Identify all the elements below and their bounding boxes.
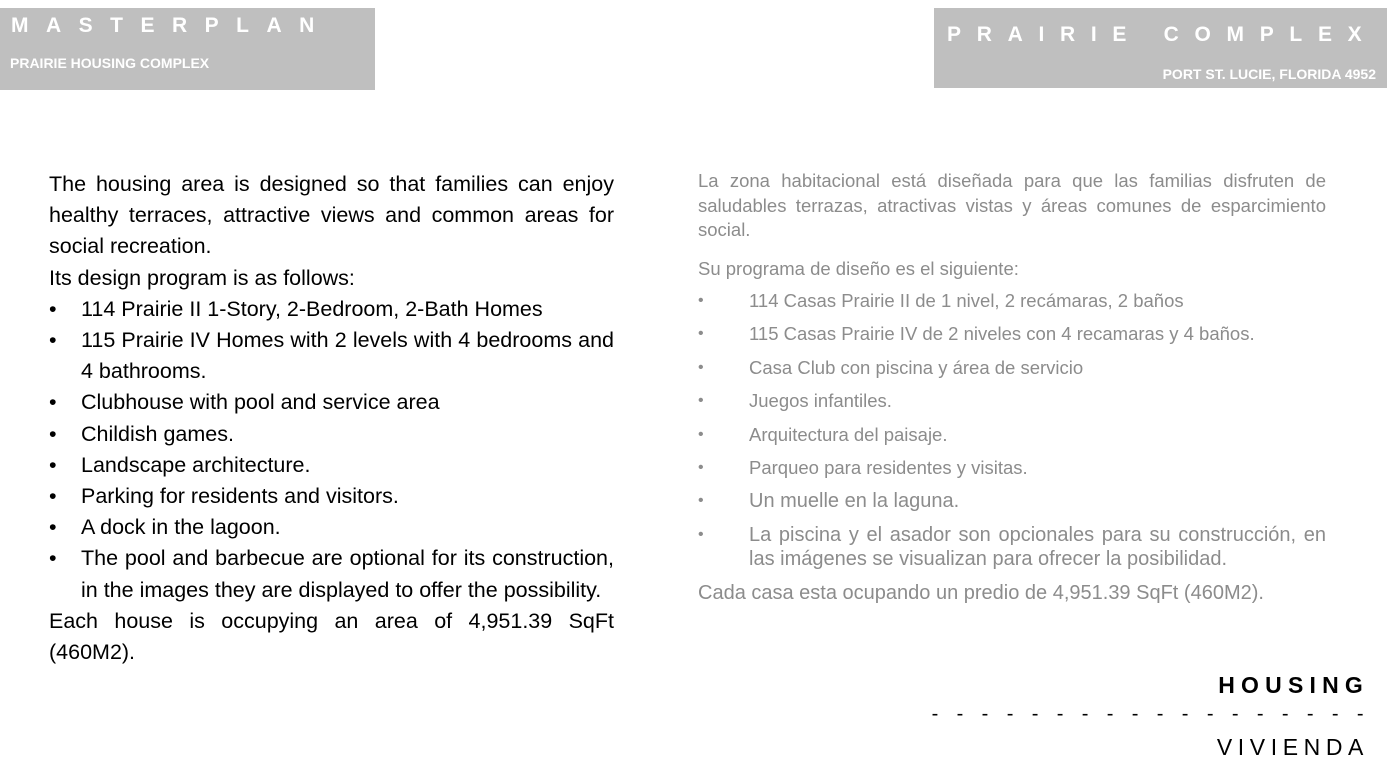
- bullet-icon: •: [698, 492, 704, 510]
- bullet-icon: •: [49, 296, 57, 321]
- list-item-text: 115 Casas Prairie IV de 2 niveles con 4 recamaras y 4 baños.: [749, 323, 1255, 345]
- complex-title: PRAIRIE COMPLEX: [947, 23, 1378, 46]
- bullet-icon: •: [49, 421, 57, 446]
- spanish-program-label: Su programa de diseño es el siguiente:: [698, 257, 1019, 279]
- list-item-text: 114 Prairie II 1-Story, 2-Bedroom, 2-Bath Homes: [81, 296, 543, 321]
- section-title-vivienda: VIVIENDA: [1216, 734, 1369, 760]
- list-item: [49, 387, 614, 418]
- complex-location: PORT ST. LUCIE, FLORIDA 4952: [1162, 66, 1376, 82]
- english-program-list: [49, 294, 614, 606]
- section-title-housing: HOUSING: [1218, 672, 1369, 698]
- bullet-icon: •: [698, 325, 704, 343]
- list-item-text: La piscina y el asador son opcionales para su construcción, en las imágenes se visualizan para ofrecer la posibilidad.: [749, 524, 1326, 571]
- list-item: [49, 481, 614, 512]
- masterplan-subtitle: PRAIRIE HOUSING COMPLEX: [10, 55, 210, 71]
- english-program-label: Its design program is as follows:: [49, 265, 355, 290]
- bullet-icon: •: [698, 292, 704, 309]
- list-item: [698, 289, 1326, 314]
- list-item-text: Clubhouse with pool and service area: [81, 390, 440, 415]
- bullet-icon: •: [49, 546, 57, 571]
- list-item: [49, 512, 614, 543]
- list-item-text: Casa Club con piscina y área de servicio: [749, 356, 1084, 378]
- list-item: [698, 456, 1326, 481]
- masterplan-header: [0, 8, 375, 90]
- list-item: [49, 325, 614, 387]
- english-closing: Each house is occupying an area of 4,951.39 SqFt (460M2).: [49, 608, 614, 665]
- english-description: [49, 169, 614, 668]
- complex-header: [934, 8, 1387, 88]
- bullet-icon: •: [698, 358, 704, 376]
- list-item: [698, 489, 1326, 513]
- spanish-description: [698, 169, 1326, 606]
- bullet-icon: •: [698, 392, 704, 410]
- spanish-intro: La zona habitacional está diseñada para que las familias disfruten de saludables terrazas, atractivas vistas y áreas comunes de esparcimiento social.: [698, 170, 1326, 240]
- list-item-text: Parking for residents and visitors.: [81, 484, 399, 509]
- list-item-text: A dock in the lagoon.: [81, 515, 281, 540]
- spanish-program-list: [698, 289, 1326, 571]
- list-item-text: The pool and barbecue are optional for its construction, in the images they are displayed to offer the possibility.: [81, 546, 614, 602]
- list-item-text: Arquitectura del paisaje.: [749, 423, 948, 445]
- section-divider: - - - - - - - - - - - - - - - - - -: [931, 703, 1370, 725]
- bullet-icon: •: [49, 515, 57, 540]
- list-item: [698, 523, 1326, 571]
- bullet-icon: •: [49, 484, 57, 509]
- list-item: [49, 543, 614, 605]
- list-item: [698, 389, 1326, 414]
- list-item-text: Juegos infantiles.: [749, 390, 892, 412]
- list-item-text: Un muelle en la laguna.: [749, 490, 960, 513]
- bullet-icon: •: [49, 452, 57, 477]
- spanish-closing: Cada casa esta ocupando un predio de 4,951.39 SqFt (460M2).: [698, 582, 1264, 605]
- list-item: [49, 419, 614, 450]
- list-item: [49, 450, 614, 481]
- list-item: [698, 322, 1326, 347]
- bullet-icon: •: [49, 328, 57, 353]
- list-item-text: 114 Casas Prairie II de 1 nivel, 2 recámaras, 2 baños: [749, 290, 1184, 311]
- list-item-text: Childish games.: [81, 421, 234, 446]
- masterplan-title: MASTERPLAN: [11, 14, 332, 37]
- english-intro: The housing area is designed so that families can enjoy healthy terraces, attractive views and common areas for social recreation.: [49, 172, 614, 259]
- list-item: [698, 423, 1326, 448]
- list-item: [49, 294, 614, 325]
- bullet-icon: •: [698, 458, 704, 476]
- list-item-text: 115 Prairie IV Homes with 2 levels with 4 bedrooms and 4 bathrooms.: [81, 328, 614, 384]
- list-item-text: Landscape architecture.: [81, 452, 311, 477]
- list-item-text: Parqueo para residentes y visitas.: [749, 456, 1028, 478]
- bullet-icon: •: [698, 425, 704, 443]
- list-item: [698, 356, 1326, 381]
- bullet-icon: •: [698, 526, 704, 544]
- bullet-icon: •: [49, 390, 57, 415]
